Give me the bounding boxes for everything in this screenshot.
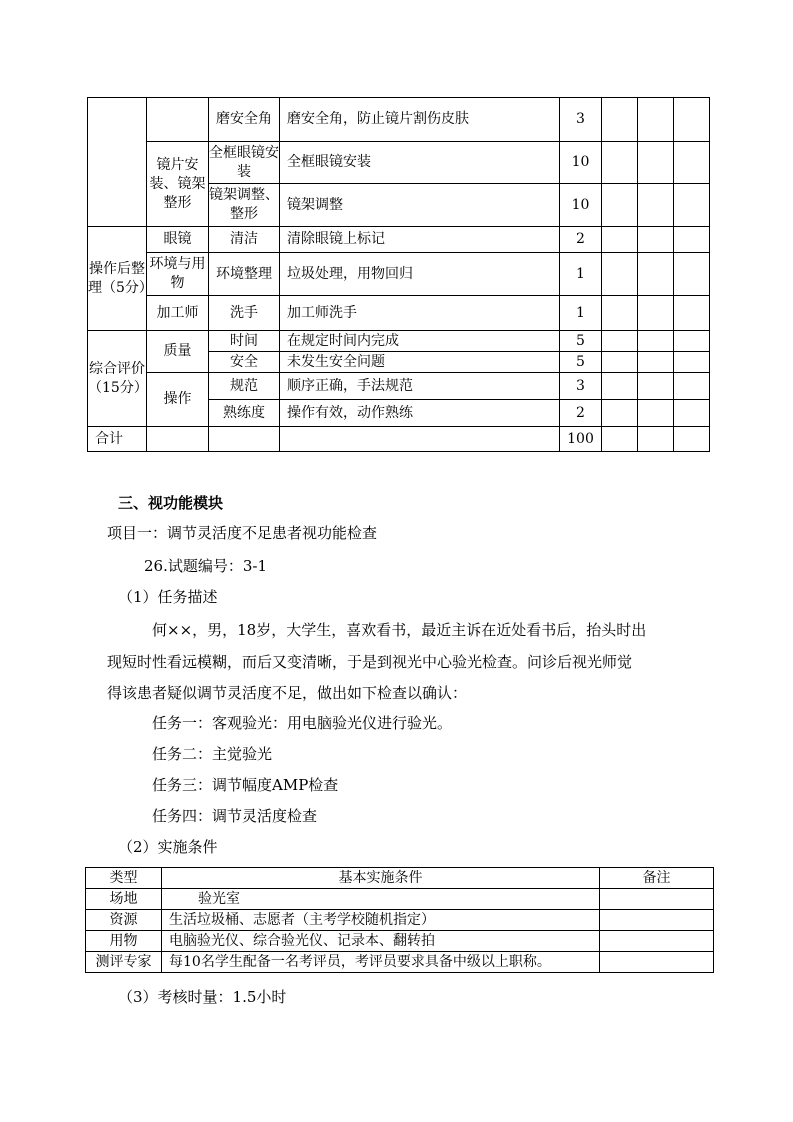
conditions-table [85, 867, 714, 973]
subcategory-cell: 环境与用物 [147, 253, 209, 296]
table-row [88, 227, 710, 253]
blank-cell [638, 331, 674, 352]
score-cell: 10 [560, 142, 602, 184]
scoring-table [87, 97, 710, 452]
blank-cell [674, 98, 710, 142]
blank-cell [674, 373, 710, 400]
blank-cell [638, 253, 674, 296]
blank-cell [602, 331, 638, 352]
blank-cell [638, 373, 674, 400]
blank-cell [638, 296, 674, 331]
table-row [86, 910, 714, 931]
column-header: 备注 [600, 868, 714, 889]
content-cell: 电脑验光仪、综合验光仪、记录本、翻转拍 [162, 931, 600, 952]
task-description-heading: （1）任务描述 [118, 588, 218, 606]
note-cell [600, 889, 714, 910]
blank-cell [602, 227, 638, 253]
blank-cell [638, 352, 674, 373]
blank-cell [638, 400, 674, 427]
criteria-cell: 全框眼镜安装 [280, 142, 560, 184]
subcategory-cell: 质量 [147, 331, 209, 373]
table-row [86, 952, 714, 973]
table-row [88, 296, 710, 331]
column-header: 类型 [86, 868, 162, 889]
note-cell [600, 952, 714, 973]
blank-cell [674, 296, 710, 331]
score-cell: 2 [560, 400, 602, 427]
blank-cell [602, 427, 638, 452]
blank-cell [638, 227, 674, 253]
blank-cell [674, 352, 710, 373]
total-label: 合计 [88, 427, 147, 452]
table-row [88, 98, 710, 142]
table-row [86, 889, 714, 910]
criteria-cell: 加工师洗手 [280, 296, 560, 331]
task-item: 任务一：客观验光：用电脑验光仪进行验光。 [152, 714, 453, 732]
blank-cell [602, 373, 638, 400]
table-header-row [86, 868, 714, 889]
criteria-cell: 磨安全角，防止镜片割伤皮肤 [280, 98, 560, 142]
section-title: 三、视功能模块 [118, 494, 224, 512]
blank-cell [674, 331, 710, 352]
blank-cell [280, 427, 560, 452]
criteria-cell: 垃圾处理，用物回归 [280, 253, 560, 296]
item-cell: 环境整理 [209, 253, 280, 296]
table-row [88, 253, 710, 296]
subcategory-cell: 镜片安装、镜架整形 [147, 142, 209, 227]
blank-cell [638, 142, 674, 184]
blank-cell [638, 98, 674, 142]
item-cell: 全框眼镜安装 [209, 142, 280, 184]
criteria-cell: 在规定时间内完成 [280, 331, 560, 352]
blank-cell [602, 296, 638, 331]
note-cell [600, 910, 714, 931]
item-cell: 磨安全角 [209, 98, 280, 142]
item-cell: 洗手 [209, 296, 280, 331]
blank-cell [602, 184, 638, 227]
category-cell: 操作后整理（5分） [88, 227, 147, 331]
task-item: 任务四：调节灵活度检查 [152, 807, 318, 825]
task-item: 任务二：主觉验光 [152, 745, 273, 763]
category-cell: 综合评价（15分） [88, 331, 147, 427]
criteria-cell: 未发生安全问题 [280, 352, 560, 373]
blank-cell [674, 253, 710, 296]
blank-cell [674, 400, 710, 427]
type-cell: 场地 [86, 889, 162, 910]
project-title: 项目一：调节灵活度不足患者视功能检查 [107, 524, 378, 542]
blank-cell [209, 427, 280, 452]
table-row [88, 373, 710, 400]
criteria-cell: 操作有效，动作熟练 [280, 400, 560, 427]
content-cell: 生活垃圾桶、志愿者（主考学校随机指定） [162, 910, 600, 931]
table-row [88, 331, 710, 352]
type-cell: 测评专家 [86, 952, 162, 973]
note-cell [600, 931, 714, 952]
blank-cell [147, 427, 209, 452]
criteria-cell: 顺序正确，手法规范 [280, 373, 560, 400]
item-cell: 安全 [209, 352, 280, 373]
column-header: 基本实施条件 [162, 868, 600, 889]
exam-duration: （3）考核时量：1.5小时 [118, 988, 287, 1006]
blank-cell [674, 227, 710, 253]
score-cell: 3 [560, 373, 602, 400]
score-cell: 1 [560, 296, 602, 331]
blank-cell [602, 98, 638, 142]
subcategory-cell [147, 98, 209, 142]
blank-cell [602, 253, 638, 296]
blank-cell [638, 427, 674, 452]
conditions-heading: （2）实施条件 [118, 838, 218, 856]
criteria-cell: 清除眼镜上标记 [280, 227, 560, 253]
type-cell: 资源 [86, 910, 162, 931]
content-cell: 每10名学生配备一名考评员，考评员要求具备中级以上职称。 [162, 952, 600, 973]
item-cell: 清洁 [209, 227, 280, 253]
blank-cell [638, 184, 674, 227]
item-cell: 规范 [209, 373, 280, 400]
description-line: 得该患者疑似调节灵活度不足，做出如下检查以确认： [107, 684, 468, 702]
score-cell: 1 [560, 253, 602, 296]
blank-cell [674, 184, 710, 227]
subcategory-cell: 操作 [147, 373, 209, 427]
score-cell: 5 [560, 331, 602, 352]
item-cell: 熟练度 [209, 400, 280, 427]
blank-cell [602, 352, 638, 373]
blank-cell [602, 400, 638, 427]
score-cell: 3 [560, 98, 602, 142]
score-cell: 5 [560, 352, 602, 373]
content-cell: 验光室 [162, 889, 600, 910]
score-cell: 10 [560, 184, 602, 227]
subcategory-cell: 加工师 [147, 296, 209, 331]
type-cell: 用物 [86, 931, 162, 952]
subcategory-cell: 眼镜 [147, 227, 209, 253]
total-row [88, 427, 710, 452]
criteria-cell: 镜架调整 [280, 184, 560, 227]
description-line: 现短时性看远模糊，而后又变清晰，于是到视光中心验光检查。问诊后视光师觉 [107, 653, 633, 671]
item-cell: 镜架调整、整形 [209, 184, 280, 227]
description-line: 何××，男，18岁，大学生，喜欢看书，最近主诉在近处看书后，抬头时出 [152, 621, 647, 639]
category-cell [88, 98, 147, 227]
blank-cell [674, 427, 710, 452]
score-cell: 2 [560, 227, 602, 253]
question-number: 26.试题编号：3-1 [144, 557, 268, 575]
blank-cell [674, 142, 710, 184]
table-row [88, 142, 710, 184]
task-item: 任务三：调节幅度AMP检查 [152, 776, 339, 794]
blank-cell [602, 142, 638, 184]
total-value: 100 [560, 427, 602, 452]
item-cell: 时间 [209, 331, 280, 352]
table-row [86, 931, 714, 952]
